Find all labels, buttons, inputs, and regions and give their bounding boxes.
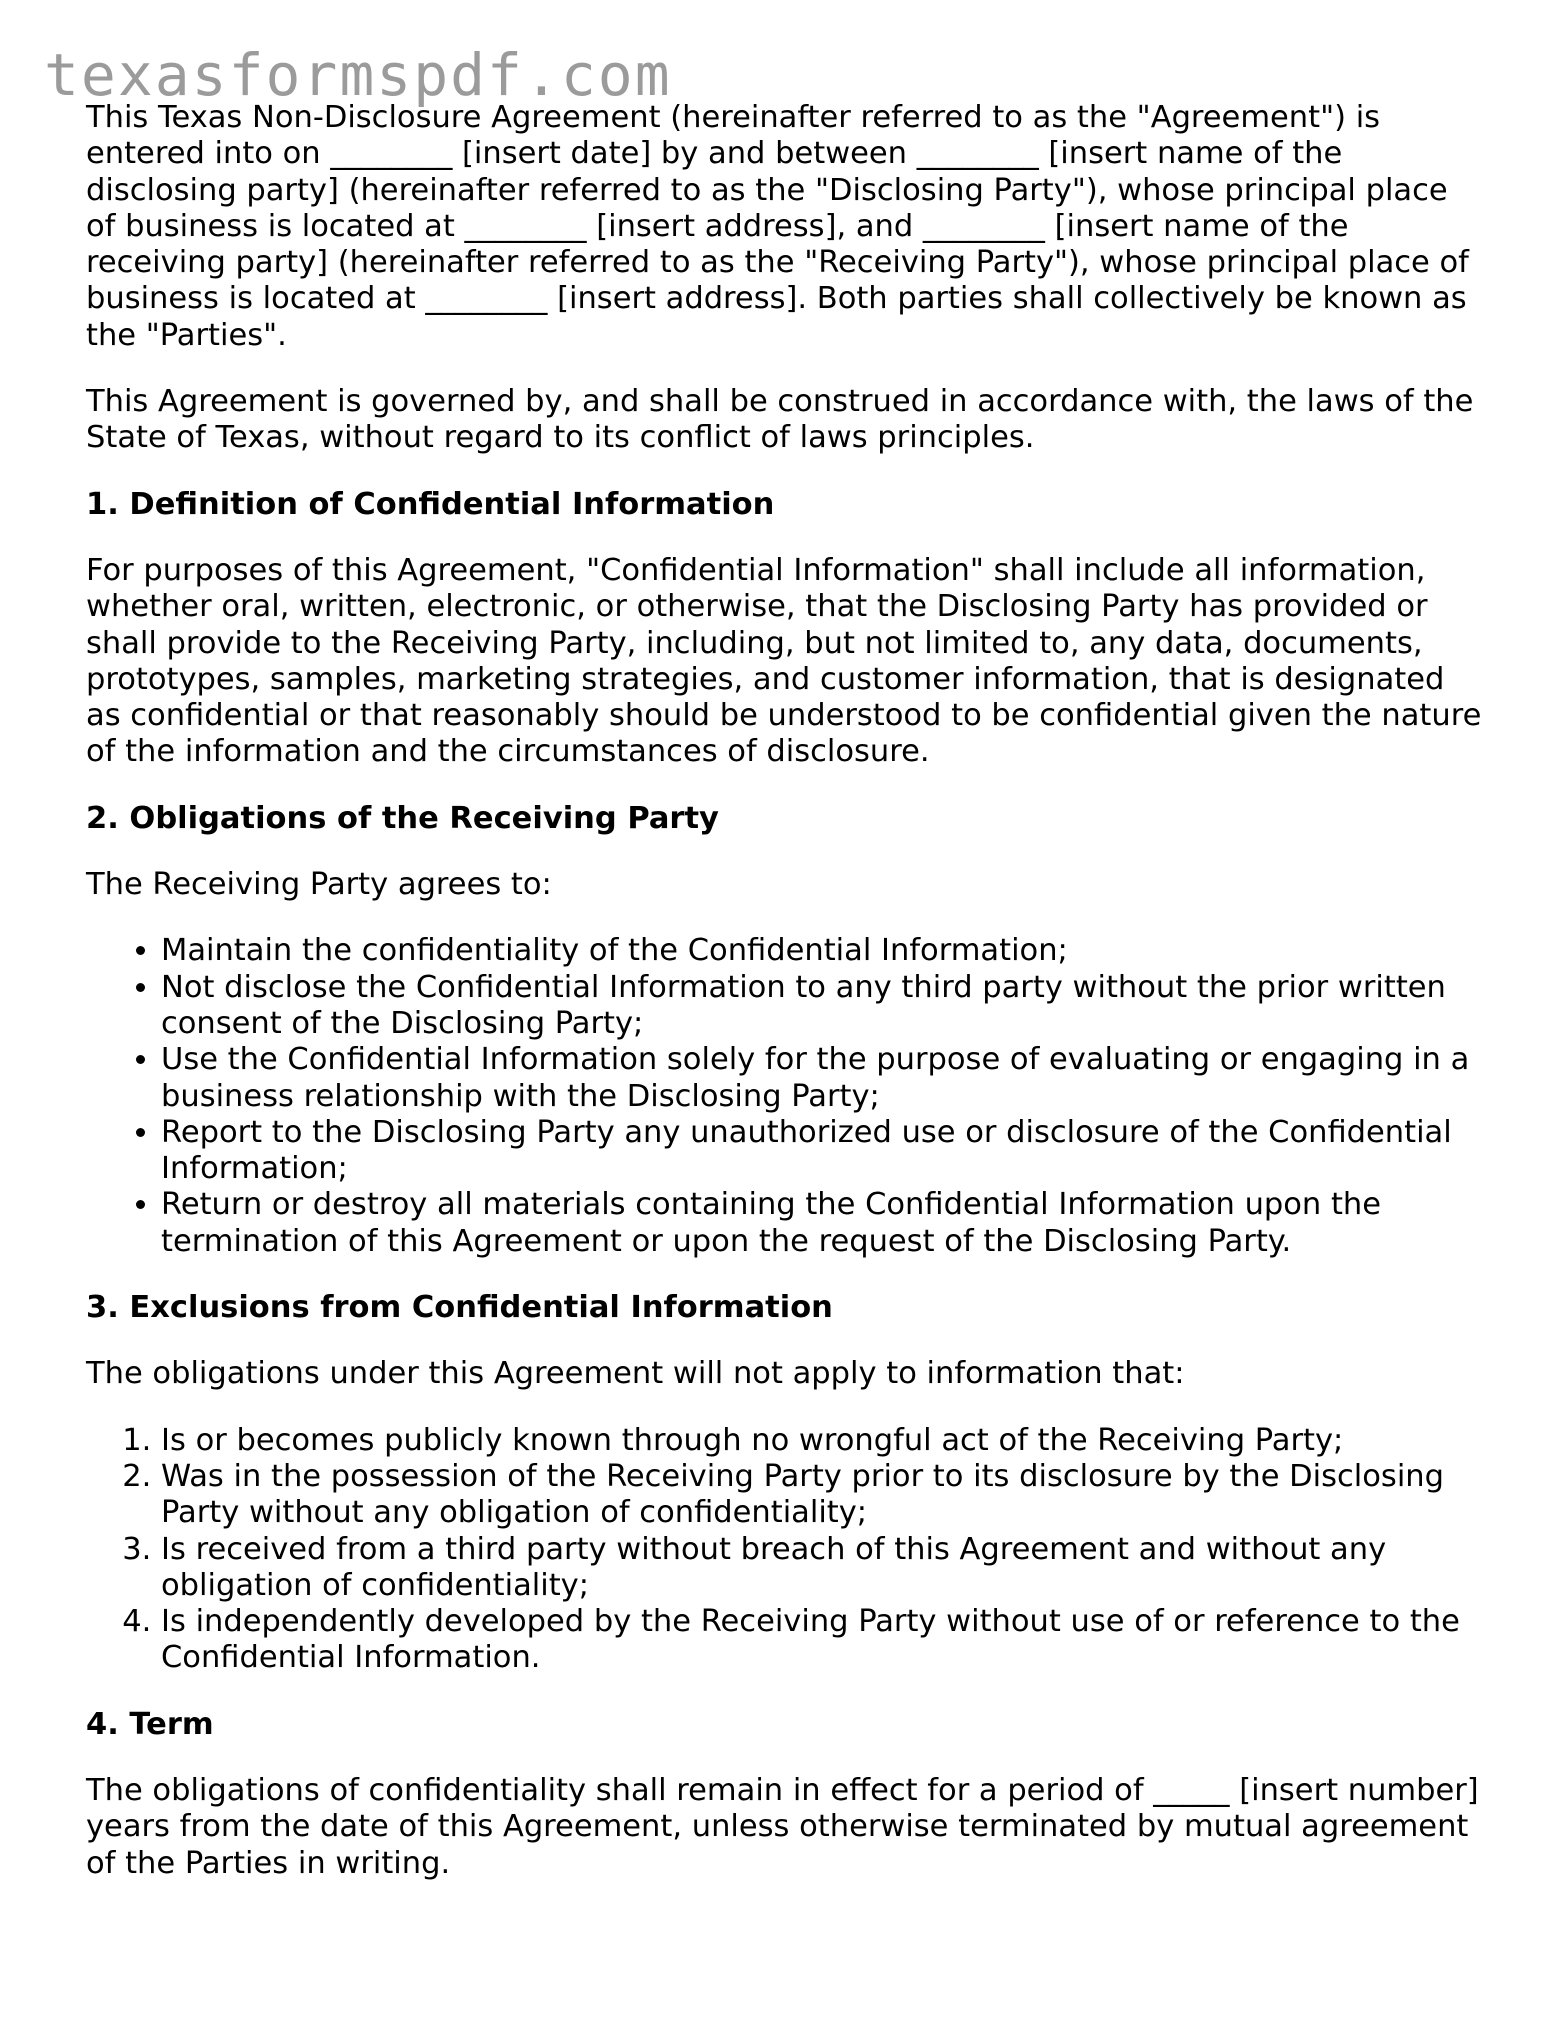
governing-law-paragraph: This Agreement is governed by, and shall be construed in accordance with, the laws of the State of Texas, without regard to its conflict of laws principles. [86,384,1474,456]
list-item: • Report to the Disclosing Party any unauthorized use or disclosure of the Confidential Information; [161,1115,1486,1188]
watermark-text: texasformspdf.com [44,41,672,109]
list-item: 1. Is or becomes publicly known through no wrongful act of the Receiving Party; [161,1423,1486,1459]
section-body-definition: For purposes of this Agreement, "Confidential Information" shall include all information, whether oral, written, electronic, or otherwise, that the Disclosing Party has provided or shall provide to the Receiving Party, including, but not limited to, any data, documents, prototypes, samples, marketing strategies, and customer information, that is designated as confidential or that reasonably should be understood to be confidential given the nature of the information and the circumstances of disclosure. [86,552,1482,770]
section-body-obligations: The Receiving Party agrees to: [86,867,552,903]
section-body-term: The obligations of confidentiality shall remain in effect for a period of _____ [insert number] years from the date of this Agreement, unless otherwise terminated by mutual agreement of the Parties in writing. [86,1772,1479,1881]
section-body-exclusions: The obligations under this Agreement will not apply to information that: [86,1356,1185,1392]
section-heading-exclusions: 3. Exclusions from Confidential Information [86,1290,833,1326]
list-item: • Use the Confidential Information solely for the purpose of evaluating or engaging in a business relationship with the Disclosing Party; [161,1042,1486,1115]
section-heading-obligations: 2. Obligations of the Receiving Party [86,800,719,836]
list-item: 4. Is independently developed by the Receiving Party without use of or reference to the Confidential Information. [161,1604,1486,1677]
intro-paragraph: This Texas Non-Disclosure Agreement (hereinafter referred to as the "Agreement") is entered into on ________ [insert date] by and between ________ [insert name of the disclosing party] (hereinafter referred to as the "Disclosing Party"), whose principal place of business is located at ________ [insert address], and ________ [insert name of the receiving party] (hereinafter referred to as the "Receiving Party"), whose principal place of business is located at ________ [insert address]. Both parties shall collectively be known as the "Parties". [86,100,1469,353]
section-heading-definition: 1. Definition of Confidential Information [86,486,775,522]
list-item: • Not disclose the Confidential Information to any third party without the prior written consent of the Disclosing Party; [161,970,1486,1043]
list-item: 3. Is received from a third party without breach of this Agreement and without any obligation of confidentiality; [161,1532,1486,1605]
section-heading-term: 4. Term [86,1706,214,1742]
exclusions-list [86,1423,1486,1677]
document-body [86,100,1486,1912]
list-item: • Return or destroy all materials containing the Confidential Information upon the termination of this Agreement or upon the request of the Disclosing Party. [161,1187,1486,1260]
list-item: • Maintain the confidentiality of the Confidential Information; [161,933,1486,969]
obligations-list [86,933,1486,1260]
list-item: 2. Was in the possession of the Receiving Party prior to its disclosure by the Disclosing Party without any obligation of confidentiality; [161,1459,1486,1532]
